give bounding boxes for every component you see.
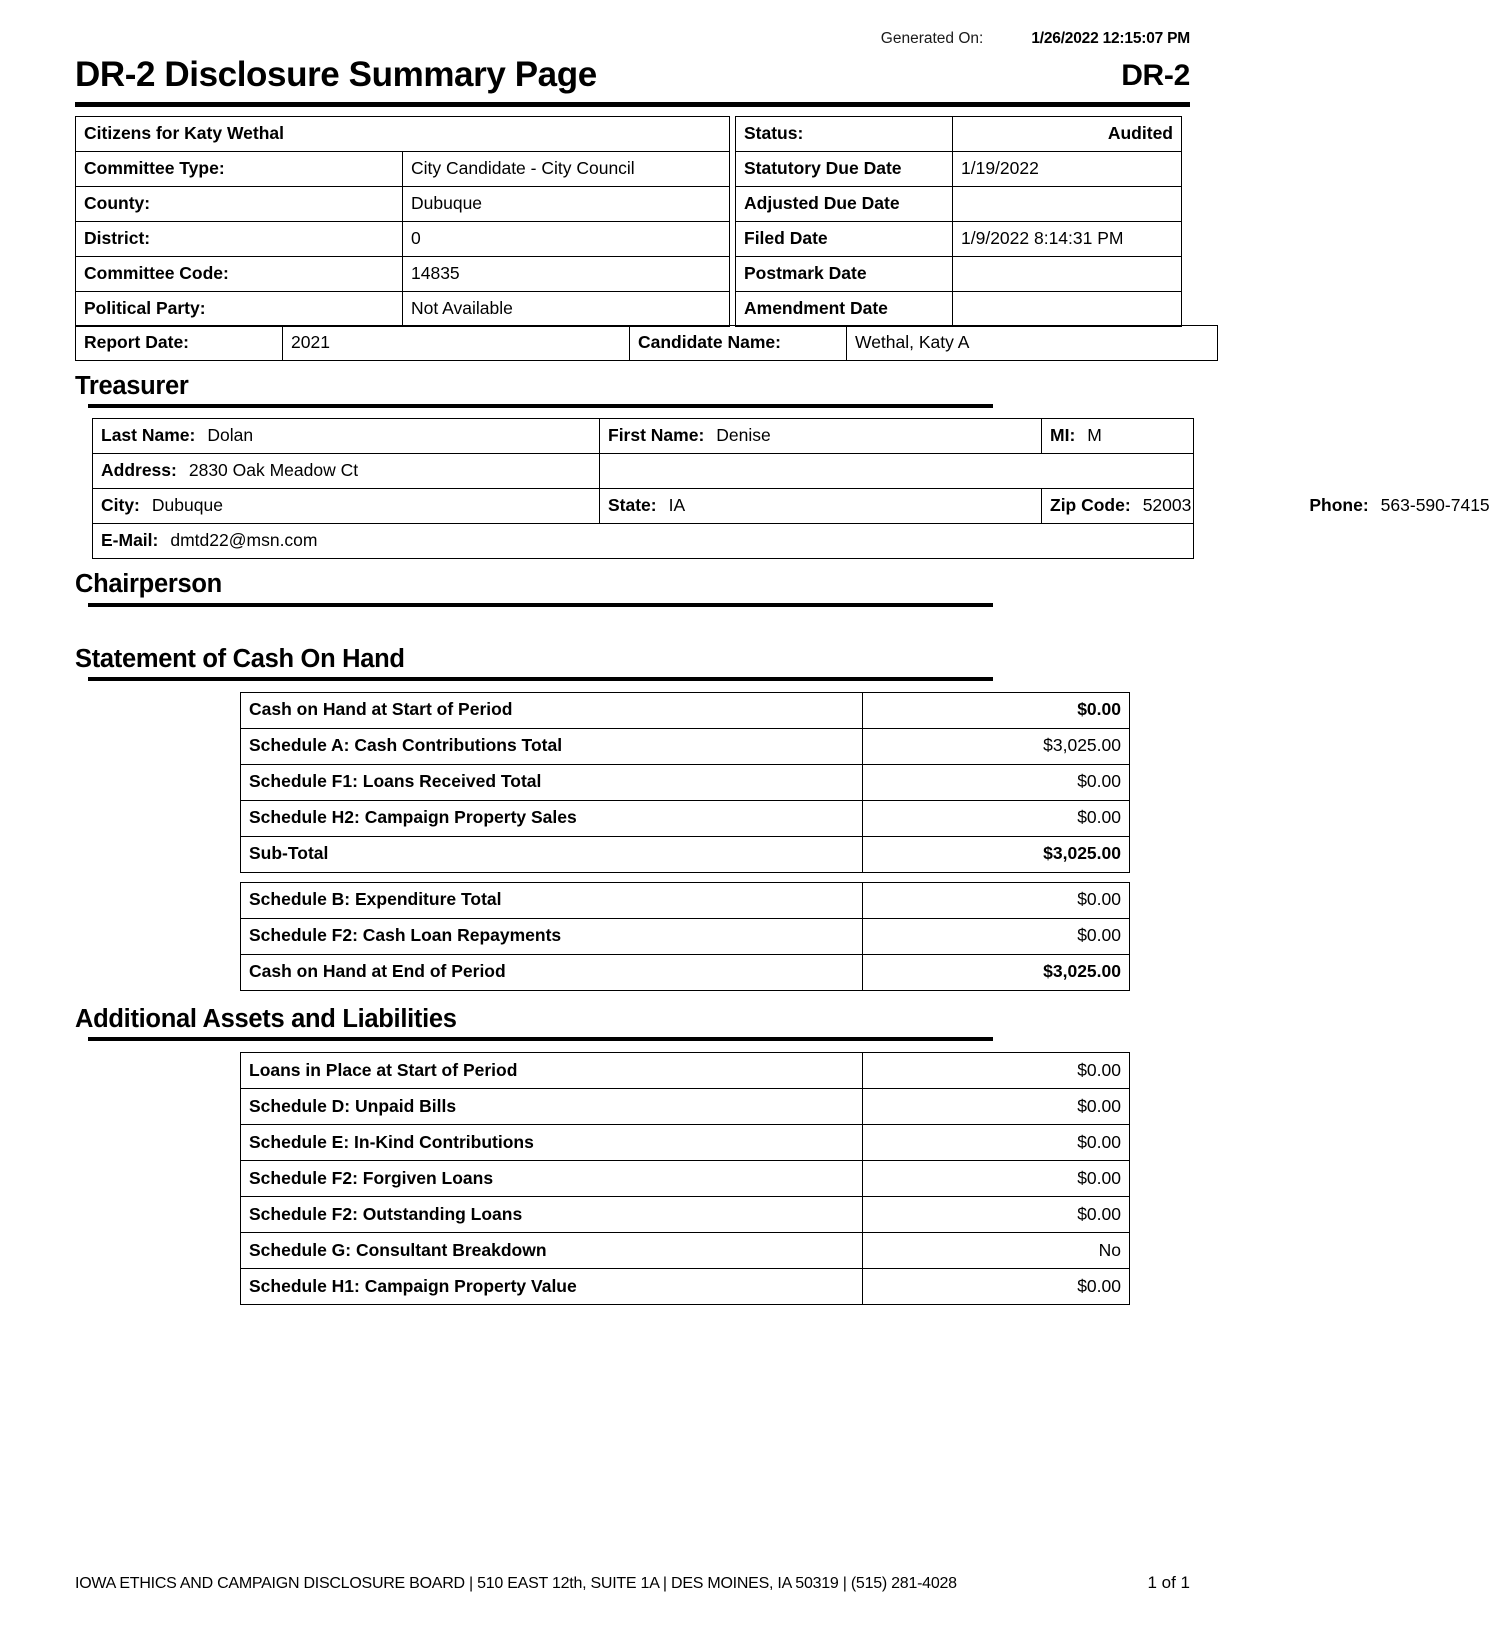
row-label: Schedule F2: Outstanding Loans xyxy=(241,1197,863,1233)
row-amount: $3,025.00 xyxy=(863,728,1130,764)
row-amount: $3,025.00 xyxy=(863,954,1130,990)
table-row xyxy=(241,1269,1130,1305)
row-amount: $3,025.00 xyxy=(863,836,1130,872)
cash-on-hand-table xyxy=(240,692,1130,991)
generated-on-value: 1/26/2022 12:15:07 PM xyxy=(1031,30,1190,47)
district-label: District: xyxy=(76,221,403,256)
table-row xyxy=(241,1089,1130,1125)
table-row xyxy=(76,221,730,256)
row-label: Schedule B: Expenditure Total xyxy=(241,882,863,918)
row-amount: $0.00 xyxy=(863,1269,1130,1305)
phone-label: Phone: xyxy=(1309,495,1369,516)
table-row xyxy=(241,728,1130,764)
city-value: Dubuque xyxy=(151,495,223,516)
amendment-date-value xyxy=(953,291,1182,326)
row-amount: $0.00 xyxy=(863,1089,1130,1125)
mi-value: M xyxy=(1087,425,1102,446)
amendment-date-label: Amendment Date xyxy=(736,291,953,326)
row-label: Schedule F2: Cash Loan Repayments xyxy=(241,918,863,954)
table-row xyxy=(76,291,730,326)
table-row xyxy=(736,291,1182,326)
report-candidate-row xyxy=(75,325,1218,361)
table-row xyxy=(76,116,730,151)
state-value: IA xyxy=(668,495,686,516)
table-row xyxy=(241,882,1130,918)
additional-rule xyxy=(88,1037,993,1041)
page-footer xyxy=(75,1573,1190,1593)
table-row xyxy=(241,1125,1130,1161)
treasurer-first-name-cell xyxy=(600,419,1042,454)
status-badge: Audited xyxy=(953,116,1182,151)
table-row xyxy=(241,764,1130,800)
statutory-due-date-label: Statutory Due Date xyxy=(736,151,953,186)
treasurer-table xyxy=(92,418,1490,559)
chairperson-rule xyxy=(88,603,993,607)
treasurer-state-cell xyxy=(600,489,1042,524)
treasurer-heading: Treasurer xyxy=(75,371,189,400)
row-label: Schedule A: Cash Contributions Total xyxy=(241,728,863,764)
row-amount: $0.00 xyxy=(863,918,1130,954)
chairperson-heading: Chairperson xyxy=(75,570,222,599)
table-row xyxy=(241,1053,1130,1089)
table-row xyxy=(736,221,1182,256)
state-label: State: xyxy=(608,495,657,516)
table-row xyxy=(736,186,1182,221)
table-row xyxy=(93,489,1194,524)
status-info-table xyxy=(735,116,1182,327)
candidate-name-label: Candidate Name: xyxy=(630,325,847,360)
row-amount: $0.00 xyxy=(863,1125,1130,1161)
table-row xyxy=(93,524,1194,559)
row-amount: $0.00 xyxy=(863,692,1130,728)
table-row xyxy=(93,454,1194,489)
report-date-value: 2021 xyxy=(283,325,630,360)
table-row xyxy=(241,1233,1130,1269)
filed-date-label: Filed Date xyxy=(736,221,953,256)
political-party-label: Political Party: xyxy=(76,291,403,326)
table-row xyxy=(736,256,1182,291)
address-value: 2830 Oak Meadow Ct xyxy=(188,460,359,481)
table-row xyxy=(76,186,730,221)
table-row xyxy=(736,151,1182,186)
county-label: County: xyxy=(76,186,403,221)
form-code: DR-2 xyxy=(1121,58,1190,92)
last-name-label: Last Name: xyxy=(101,425,196,446)
city-label: City: xyxy=(101,495,140,516)
chairperson-section-header xyxy=(75,570,1190,606)
status-label: Status: xyxy=(736,116,953,151)
row-amount: $0.00 xyxy=(863,1053,1130,1089)
table-row xyxy=(241,954,1130,990)
treasurer-address-cell xyxy=(93,454,600,489)
district-value: 0 xyxy=(403,221,730,256)
filed-date-value: 1/9/2022 8:14:31 PM xyxy=(953,221,1182,256)
title-rule xyxy=(75,102,1190,107)
row-label: Cash on Hand at End of Period xyxy=(241,954,863,990)
treasurer-zip-phone-cell xyxy=(1042,489,1490,524)
postmark-date-value xyxy=(953,256,1182,291)
email-label: E-Mail: xyxy=(101,530,159,551)
table-row xyxy=(76,325,1218,360)
email-value: dmtd22@msn.com xyxy=(170,530,318,551)
additional-heading: Additional Assets and Liabilities xyxy=(75,1004,457,1033)
candidate-name-value: Wethal, Katy A xyxy=(847,325,1218,360)
table-row xyxy=(76,151,730,186)
generated-on-line xyxy=(75,30,1190,52)
address-label: Address: xyxy=(101,460,177,481)
adjusted-due-date-label: Adjusted Due Date xyxy=(736,186,953,221)
cash-on-hand-heading: Statement of Cash On Hand xyxy=(75,644,405,673)
page-number: 1 of 1 xyxy=(1147,1573,1190,1592)
committee-info-table xyxy=(75,116,730,327)
mi-label: MI: xyxy=(1050,425,1076,446)
postmark-date-label: Postmark Date xyxy=(736,256,953,291)
first-name-label: First Name: xyxy=(608,425,705,446)
committee-status-block xyxy=(75,116,1190,327)
table-row xyxy=(736,116,1182,151)
row-amount: No xyxy=(863,1233,1130,1269)
row-label: Schedule H2: Campaign Property Sales xyxy=(241,800,863,836)
table-row xyxy=(241,800,1130,836)
report-date-label: Report Date: xyxy=(76,325,283,360)
treasurer-city-cell xyxy=(93,489,600,524)
row-amount: $0.00 xyxy=(863,800,1130,836)
committee-code-value: 14835 xyxy=(403,256,730,291)
row-amount: $0.00 xyxy=(863,1197,1130,1233)
additional-section-header xyxy=(75,1005,1190,1041)
cash-on-hand-rule xyxy=(88,677,993,681)
phone-value: 563-590-7415 xyxy=(1380,495,1490,516)
row-label: Schedule F1: Loans Received Total xyxy=(241,764,863,800)
last-name-value: Dolan xyxy=(207,425,254,446)
table-row xyxy=(241,692,1130,728)
table-row xyxy=(241,836,1130,872)
row-label: Schedule G: Consultant Breakdown xyxy=(241,1233,863,1269)
row-amount: $0.00 xyxy=(863,1161,1130,1197)
row-amount: $0.00 xyxy=(863,882,1130,918)
row-label: Cash on Hand at Start of Period xyxy=(241,692,863,728)
table-row xyxy=(76,256,730,291)
cash-on-hand-section-header xyxy=(75,645,1190,681)
agency-contact-line: IOWA ETHICS AND CAMPAIGN DISCLOSURE BOARD | 510 EAST 12th, SUITE 1A | DES MOINES, IA 50319 | (515) 281-4028 xyxy=(75,1575,957,1592)
committee-code-label: Committee Code: xyxy=(76,256,403,291)
table-row xyxy=(241,918,1130,954)
treasurer-last-name-cell xyxy=(93,419,600,454)
page-title: DR-2 Disclosure Summary Page xyxy=(75,55,597,94)
first-name-value: Denise xyxy=(716,425,771,446)
treasurer-address-2-cell xyxy=(600,454,1194,489)
adjusted-due-date-value xyxy=(953,186,1182,221)
table-row xyxy=(241,1197,1130,1233)
row-amount: $0.00 xyxy=(863,764,1130,800)
row-label: Schedule D: Unpaid Bills xyxy=(241,1089,863,1125)
title-row xyxy=(75,56,1190,95)
row-label: Schedule F2: Forgiven Loans xyxy=(241,1161,863,1197)
political-party-value: Not Available xyxy=(403,291,730,326)
treasurer-section-header xyxy=(75,372,1190,408)
table-row xyxy=(241,1161,1130,1197)
row-label: Schedule E: In-Kind Contributions xyxy=(241,1125,863,1161)
treasurer-rule xyxy=(88,404,993,408)
additional-assets-table xyxy=(240,1052,1130,1305)
zip-label: Zip Code: xyxy=(1050,495,1131,516)
committee-name: Citizens for Katy Wethal xyxy=(76,116,730,151)
county-value: Dubuque xyxy=(403,186,730,221)
treasurer-email-cell xyxy=(93,524,1194,559)
row-label: Loans in Place at Start of Period xyxy=(241,1053,863,1089)
row-label: Sub-Total xyxy=(241,836,863,872)
committee-type-label: Committee Type: xyxy=(76,151,403,186)
statutory-due-date-value: 1/19/2022 xyxy=(953,151,1182,186)
zip-value: 52003 xyxy=(1142,495,1192,516)
table-row xyxy=(93,419,1194,454)
treasurer-mi-cell xyxy=(1042,419,1194,454)
committee-type-value: City Candidate - City Council xyxy=(403,151,730,186)
row-label: Schedule H1: Campaign Property Value xyxy=(241,1269,863,1305)
table-spacer-row xyxy=(241,872,1130,882)
generated-on-label: Generated On: xyxy=(880,30,984,47)
